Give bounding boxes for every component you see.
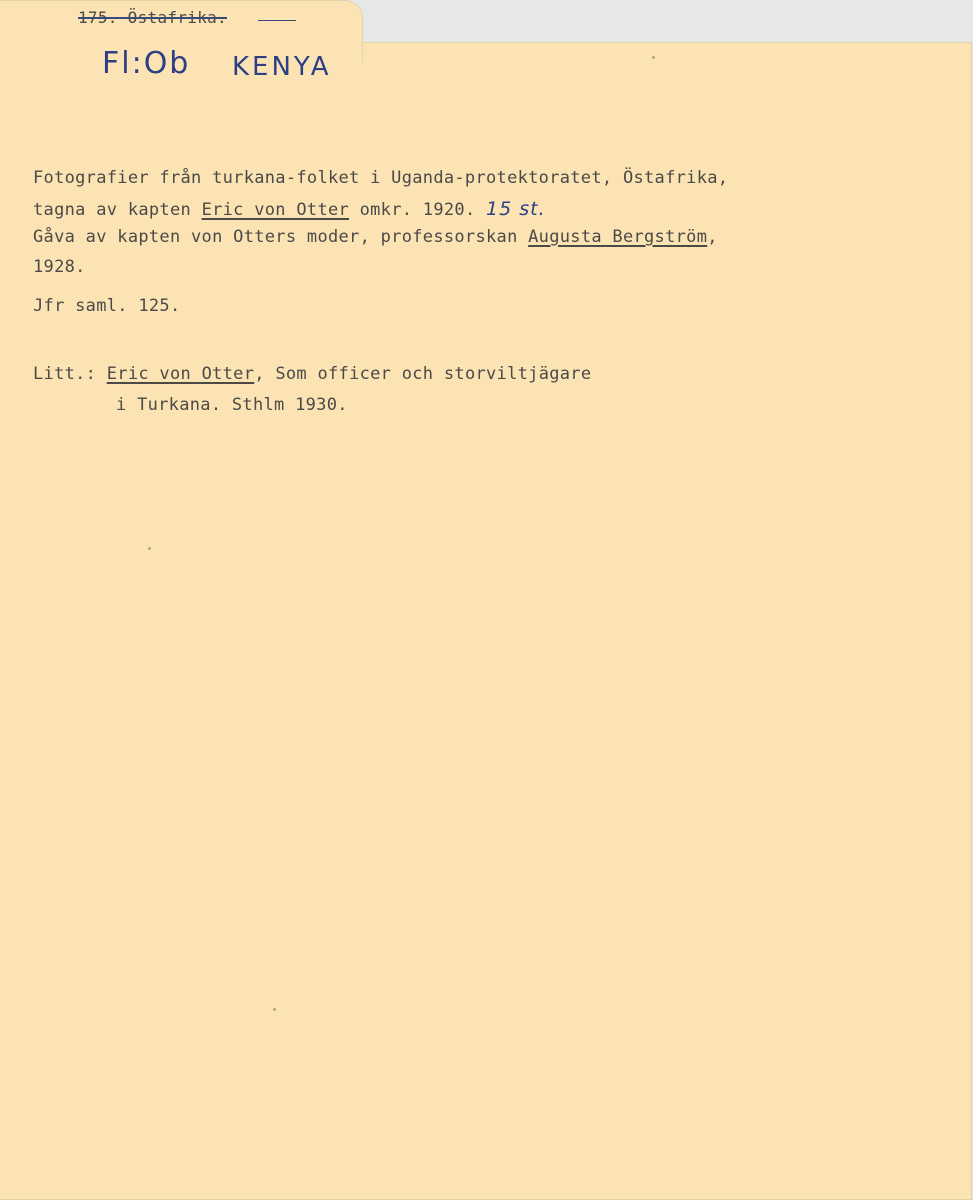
description-line-1: Fotografier från turkana-folket i Uganda-protektoratet, Östafrika, — [33, 168, 729, 188]
literature-line-2: i Turkana. Sthlm 1930. — [116, 395, 348, 415]
description-line-3-prefix: Gåva av kapten von Otters moder, professorskan — [33, 227, 529, 247]
description-line-2-suffix: omkr. 1920. — [349, 200, 487, 220]
photographer-name: Eric von Otter — [201, 200, 350, 220]
handwritten-country: KENYA — [232, 52, 332, 82]
paper-speck — [148, 547, 151, 550]
old-label-struck: 175. Östafrika. — [78, 8, 227, 27]
donor-name: Augusta Bergström — [528, 227, 708, 247]
literature-label: Litt.: — [33, 364, 107, 384]
collection-reference: Jfr saml. 125. — [33, 296, 181, 316]
literature-line-1 — [33, 364, 591, 384]
paper-speck — [652, 56, 655, 59]
description-line-4: 1928. — [33, 257, 86, 277]
description-line-2 — [33, 198, 546, 220]
description-line-2-prefix: tagna av kapten — [33, 200, 202, 220]
literature-author: Eric von Otter — [106, 364, 255, 384]
handwritten-call-number: Fl:Ob — [102, 46, 191, 81]
description-line-3-suffix: , — [707, 227, 718, 247]
literature-title-part-1: , Som officer och storviltjägare — [254, 364, 592, 384]
strike-line — [258, 20, 296, 21]
description-line-3 — [33, 227, 718, 247]
handwritten-count-note: 15 st. — [486, 198, 546, 220]
paper-speck — [273, 1008, 276, 1011]
